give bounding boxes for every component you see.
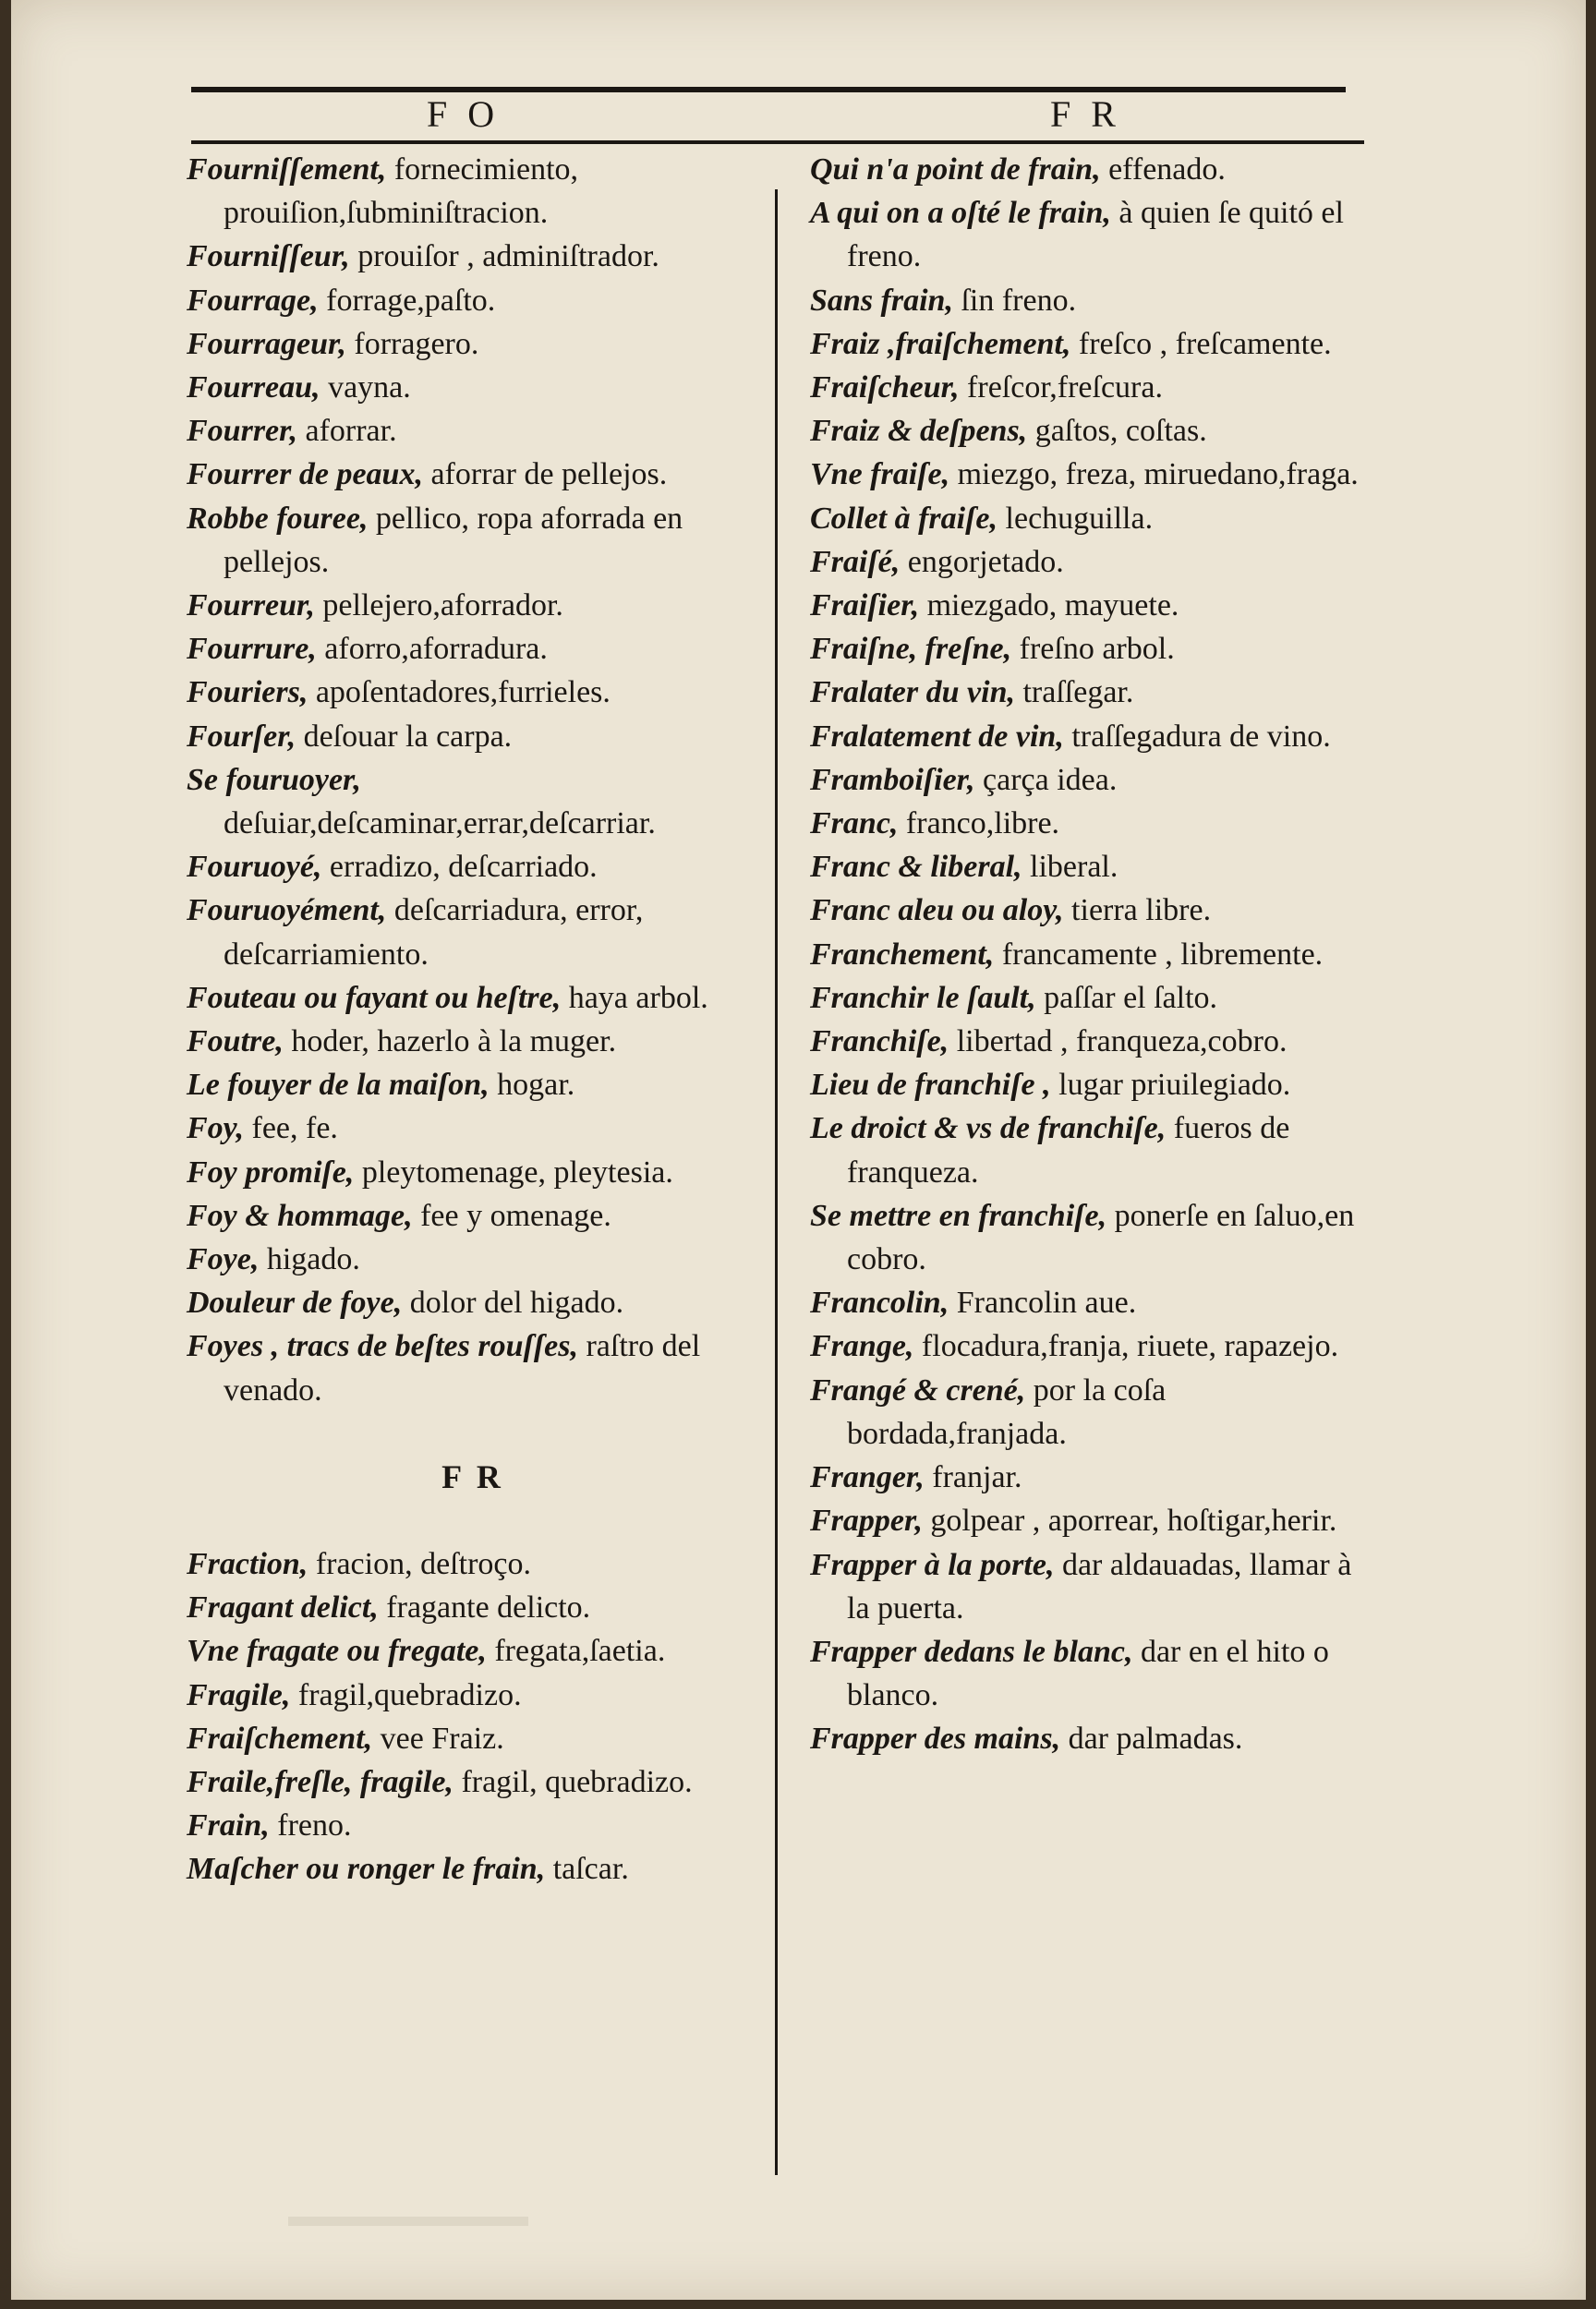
entry-headword: Foutre, [187, 1024, 284, 1059]
entry-headword: Frapper à la porte, [810, 1547, 1055, 1582]
entry-headword: Maſcher ou ronger le frain, [187, 1852, 546, 1887]
dictionary-entry [810, 366, 1373, 409]
entry-gloss: deſouar la carpa. [296, 719, 513, 754]
entry-headword: Sans frain, [810, 283, 953, 318]
entry-headword: Franchir le ſault, [810, 980, 1036, 1015]
dictionary-entry [810, 497, 1373, 540]
dictionary-page [11, 0, 1586, 2300]
dictionary-entry [187, 889, 759, 975]
running-head-left: F O [427, 93, 501, 135]
dictionary-entry [810, 1063, 1373, 1106]
entry-gloss: golpear , aporrear, hoſtigar,herir. [922, 1504, 1337, 1539]
dictionary-entry [810, 1106, 1373, 1193]
dictionary-entry [187, 1238, 759, 1281]
entry-headword: Fourſer, [187, 719, 296, 754]
dictionary-entry [187, 279, 759, 322]
dictionary-entry [810, 409, 1373, 453]
entry-headword: Fraction, [187, 1546, 308, 1581]
entry-gloss: libertad , franqueza,cobro. [949, 1024, 1288, 1059]
running-head-right: F R [1050, 93, 1121, 135]
header-rule [191, 140, 1364, 144]
entry-headword: Fragile, [187, 1677, 291, 1712]
dictionary-entry [810, 1324, 1373, 1368]
entry-gloss: liberal. [1022, 850, 1118, 885]
entry-headword: Frange, [810, 1329, 914, 1364]
entry-headword: Vne fragate ou fregate, [187, 1634, 487, 1669]
entry-gloss: ponerſe en ſaluo,en cobro. [847, 1198, 1355, 1277]
entry-headword: Fouteau ou fayant ou heſtre, [187, 980, 562, 1015]
dictionary-entry [187, 715, 759, 758]
entry-headword: Fourreur, [187, 588, 315, 623]
entry-headword: Foyes , tracs de beſtes rouſſes, [187, 1329, 578, 1364]
entry-headword: Fourniſſement, [187, 152, 387, 187]
dictionary-entry [810, 715, 1373, 758]
dictionary-entry [187, 1760, 759, 1804]
dictionary-entry [187, 1629, 759, 1673]
entry-headword: Lieu de franchiſe , [810, 1068, 1051, 1103]
entry-headword: Foye, [187, 1242, 260, 1277]
entry-headword: Franger, [810, 1460, 925, 1495]
entry-gloss: franjar. [924, 1460, 1022, 1495]
entry-headword: Fraiſchement, [187, 1721, 373, 1756]
entry-headword: Le droict & vs de franchiſe, [810, 1111, 1167, 1146]
entry-headword: Fralatement de vin, [810, 719, 1064, 754]
entry-headword: Franchement, [810, 937, 995, 972]
entry-gloss: dar palmadas. [1060, 1722, 1243, 1757]
entry-headword: Fourniſſeur, [187, 239, 350, 274]
dictionary-entry [187, 1151, 759, 1194]
page-smudge [288, 2217, 528, 2226]
entry-gloss: fracion, deſtroço. [308, 1546, 531, 1581]
entry-headword: Franc, [810, 806, 899, 841]
entry-headword: Franchiſe, [810, 1024, 949, 1059]
dictionary-entry [187, 1586, 759, 1629]
entry-headword: Foy, [187, 1111, 245, 1146]
entry-gloss: fregata,ſaetia. [486, 1634, 666, 1669]
entry-gloss: paſſar el ſalto. [1035, 980, 1218, 1015]
entry-gloss: fee, fe. [244, 1111, 338, 1146]
dictionary-entry [810, 758, 1373, 802]
dictionary-entry [810, 540, 1373, 584]
top-rule [191, 87, 1346, 92]
entry-gloss: aforrar. [297, 414, 397, 449]
entry-gloss: deſuiar,deſcaminar,errar,deſcarriar. [224, 806, 656, 841]
dictionary-entry [810, 1499, 1373, 1542]
entry-gloss: lugar priuilegiado. [1050, 1068, 1291, 1103]
dictionary-entry [187, 1106, 759, 1150]
entry-headword: Fralater du vin, [810, 675, 1015, 710]
dictionary-entry [810, 1281, 1373, 1324]
entry-headword: Douleur de foye, [187, 1286, 403, 1321]
left-entry-list [187, 148, 759, 1412]
entry-gloss: haya arbol. [561, 980, 708, 1015]
dictionary-entry [187, 1020, 759, 1063]
entry-gloss: fragil,quebradizo. [290, 1677, 522, 1712]
dictionary-entry [810, 889, 1373, 932]
entry-gloss: higado. [259, 1242, 360, 1277]
entry-gloss: dolor del higado. [402, 1286, 624, 1321]
entry-gloss: fragante delicto. [378, 1590, 591, 1626]
entry-headword: Fouriers, [187, 675, 308, 710]
section-heading-fr: F R [441, 1457, 504, 1495]
entry-gloss: fornecimiento, prouiſion,ſubminiſtracion. [224, 152, 579, 231]
dictionary-entry [810, 1717, 1373, 1760]
entry-gloss: taſcar. [545, 1852, 629, 1887]
dictionary-entry [810, 148, 1373, 191]
entry-headword: Fouruoyé, [187, 850, 322, 885]
entry-gloss: tierra libre. [1063, 893, 1212, 928]
entry-headword: Fourrer de peaux, [187, 457, 423, 492]
dictionary-entry [810, 1020, 1373, 1063]
dictionary-entry [810, 802, 1373, 845]
dictionary-entry [187, 1542, 759, 1586]
dictionary-entry [187, 322, 759, 366]
entry-headword: Foy promiſe, [187, 1154, 355, 1190]
entry-headword: A qui on a oſté le frain, [810, 196, 1111, 231]
entry-gloss: pellejero,aforrador. [314, 588, 563, 623]
entry-gloss: Francolin aue. [949, 1286, 1137, 1321]
entry-headword: Collet à fraiſe, [810, 501, 998, 536]
entry-gloss: pleytomenage, pleytesia. [354, 1154, 673, 1190]
entry-gloss: franco,libre. [898, 806, 1060, 841]
entry-gloss: forrage,paſto. [318, 283, 496, 318]
entry-headword: Frangé & crené, [810, 1372, 1026, 1408]
entry-headword: Foy & hommage, [187, 1198, 413, 1233]
entry-gloss: apoſentadores,furrieles. [308, 675, 611, 710]
dictionary-entry [810, 322, 1373, 366]
dictionary-entry [810, 1194, 1373, 1281]
dictionary-entry [187, 497, 759, 584]
dictionary-entry [810, 933, 1373, 976]
entry-gloss: miezgado, mayuete. [919, 588, 1179, 623]
entry-headword: Fourrageur, [187, 326, 346, 361]
entry-gloss: flocadura,franja, riuete, rapazejo. [913, 1329, 1339, 1364]
dictionary-entry [810, 845, 1373, 889]
entry-headword: Frapper des mains, [810, 1722, 1061, 1757]
entry-gloss: effenado. [1100, 152, 1226, 187]
entry-gloss: traſſegadura de vino. [1063, 719, 1331, 754]
entry-gloss: por la coſa bordada,franjada. [847, 1372, 1167, 1451]
entry-gloss: traſſegar. [1014, 675, 1134, 710]
dictionary-entry [810, 976, 1373, 1020]
dictionary-entry [187, 1717, 759, 1760]
dictionary-entry [187, 671, 759, 714]
entry-gloss: pellico, ropa aforrada en pellejos. [224, 501, 683, 579]
dictionary-entry [187, 1063, 759, 1106]
entry-headword: Qui n'a point de frain, [810, 152, 1101, 187]
entry-headword: Fraile,freſle, fragile, [187, 1764, 453, 1799]
entry-gloss: aforro,aforradura. [316, 632, 548, 667]
dictionary-entry [810, 279, 1373, 322]
dictionary-entry [810, 627, 1373, 671]
entry-headword: Fraiſne, freſne, [810, 632, 1012, 667]
dictionary-entry [810, 453, 1373, 496]
entry-headword: Le fouyer de la maiſon, [187, 1068, 490, 1103]
entry-headword: Frapper dedans le blanc, [810, 1634, 1133, 1669]
dictionary-entry [187, 758, 759, 845]
dictionary-entry [187, 845, 759, 889]
dictionary-entry [187, 627, 759, 671]
dictionary-entry [187, 1804, 759, 1847]
entry-gloss: miezgo, freza, miruedano,fraga. [949, 457, 1359, 492]
entry-headword: Fourrage, [187, 283, 319, 318]
entry-headword: Fraiſcheur, [810, 370, 960, 405]
entry-gloss: raſtro del venado. [224, 1329, 701, 1408]
entry-gloss: ſin freno. [952, 283, 1077, 318]
left-entry-list-fr [187, 1542, 759, 1892]
dictionary-entry [187, 1847, 759, 1891]
entry-headword: Se fouruoyer, [187, 762, 361, 797]
dictionary-entry [187, 584, 759, 627]
dictionary-entry [187, 366, 759, 409]
entry-headword: Frapper, [810, 1504, 923, 1539]
entry-gloss: deſcarriadura, error, deſcarriamiento. [224, 893, 644, 972]
entry-gloss: freno. [269, 1808, 352, 1844]
entry-gloss: fueros de franqueza. [847, 1111, 1290, 1190]
dictionary-entry [810, 1456, 1373, 1499]
entry-gloss: çarça idea. [974, 762, 1118, 797]
dictionary-entry [810, 584, 1373, 627]
entry-gloss: à quien ſe quitó el freno. [847, 196, 1344, 274]
entry-gloss: vee Fraiz. [372, 1721, 504, 1756]
entry-gloss: forragero. [345, 326, 479, 361]
dictionary-entry [187, 1281, 759, 1324]
dictionary-entry [810, 1369, 1373, 1456]
entry-gloss: dar en el hito o blanco. [847, 1634, 1329, 1713]
entry-headword: Framboiſier, [810, 762, 975, 797]
entry-headword: Fraiz ,fraiſchement, [810, 326, 1071, 361]
dictionary-entry [810, 1630, 1373, 1717]
entry-headword: Franc aleu ou aloy, [810, 893, 1064, 928]
entry-gloss: lechuguilla. [998, 501, 1154, 536]
entry-gloss: freſno arbol. [1011, 632, 1175, 667]
entry-gloss: hoder, hazerlo à la muger. [283, 1024, 617, 1059]
entry-headword: Fragant delict, [187, 1590, 379, 1626]
dictionary-entry [187, 453, 759, 496]
entry-headword: Francolin, [810, 1286, 949, 1321]
right-entry-list [810, 148, 1373, 1761]
dictionary-entry [187, 1674, 759, 1717]
entry-headword: Fraiſier, [810, 588, 920, 623]
entry-headword: Fraiſé, [810, 544, 901, 579]
entry-gloss: engorjetado. [900, 544, 1064, 579]
entry-headword: Robbe fouree, [187, 501, 369, 536]
right-column [810, 148, 1373, 1761]
entry-gloss: fragil, quebradizo. [453, 1764, 693, 1799]
dictionary-entry [187, 148, 759, 235]
column-divider [775, 189, 778, 2175]
entry-headword: Fourrer, [187, 414, 297, 449]
entry-headword: Fourreau, [187, 370, 320, 405]
entry-gloss: hogar. [489, 1068, 575, 1103]
entry-headword: Se mettre en franchiſe, [810, 1198, 1107, 1233]
dictionary-entry [187, 409, 759, 453]
entry-headword: Frain, [187, 1808, 270, 1844]
entry-gloss: vayna. [320, 370, 411, 405]
entry-headword: Fouruoyément, [187, 893, 387, 928]
dictionary-entry [187, 1324, 759, 1411]
entry-headword: Vne fraiſe, [810, 457, 950, 492]
dictionary-entry [187, 235, 759, 278]
entry-gloss: erradizo, deſcarriado. [321, 850, 598, 885]
entry-headword: Fraiz & deſpens, [810, 414, 1028, 449]
dictionary-entry [810, 191, 1373, 278]
dictionary-entry [187, 976, 759, 1020]
entry-gloss: gaſtos, coſtas. [1027, 414, 1207, 449]
entry-gloss: freſcor,freſcura. [959, 370, 1163, 405]
entry-headword: Fourrure, [187, 632, 317, 667]
entry-gloss: dar aldauadas, llamar à la puerta. [847, 1547, 1352, 1626]
entry-gloss: prouiſor , adminiſtrador. [349, 239, 659, 274]
dictionary-entry [810, 671, 1373, 714]
entry-headword: Franc & liberal, [810, 850, 1022, 885]
entry-gloss: fee y omenage. [412, 1198, 611, 1233]
entry-gloss: francamente , libremente. [994, 937, 1324, 972]
dictionary-entry [187, 1194, 759, 1238]
dictionary-entry [810, 1543, 1373, 1630]
entry-gloss: aforrar de pellejos. [422, 457, 668, 492]
left-column [187, 148, 759, 1892]
entry-gloss: freſco , freſcamente. [1070, 326, 1332, 361]
